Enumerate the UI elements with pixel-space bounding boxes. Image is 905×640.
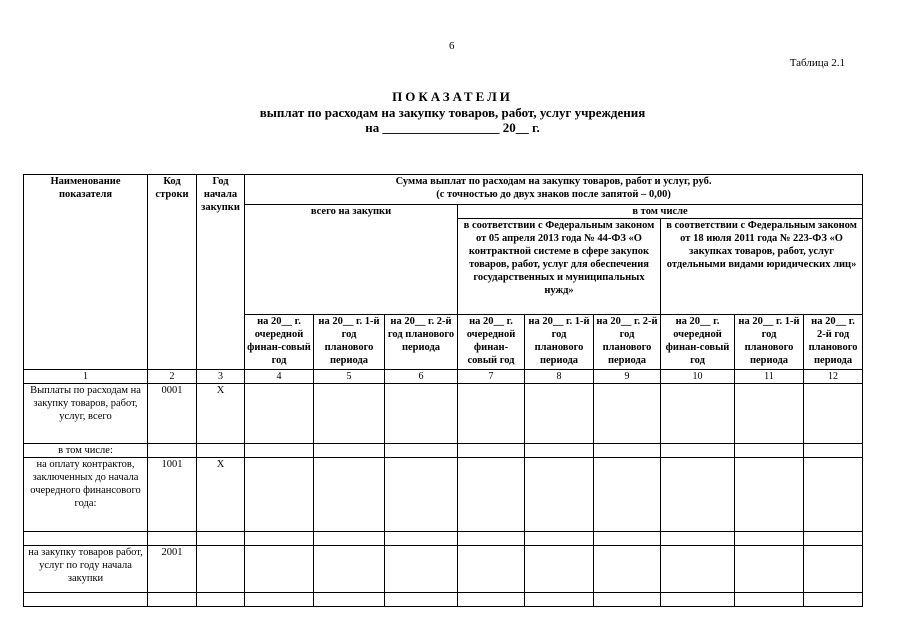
header-law-44: в соответствии с Федеральным законом от 05 апреля 2013 года № 44-ФЗ «О контрактной системе в сфере закупок товаров, работ, услуг для обеспечения государственных и муниципальных нужд»	[458, 219, 661, 315]
value-cell[interactable]	[735, 384, 804, 444]
value-cell[interactable]	[525, 593, 594, 607]
value-cell[interactable]	[385, 444, 458, 458]
value-cell[interactable]	[458, 384, 525, 444]
column-number: 7	[458, 370, 525, 384]
period-second: на 20__ г. 2-й год планового периода	[804, 315, 863, 370]
column-number: 12	[804, 370, 863, 384]
row-name: Выплаты по расходам на закупку товаров, работ, услуг, всего	[24, 384, 148, 444]
value-cell[interactable]	[314, 593, 385, 607]
value-cell[interactable]	[661, 444, 735, 458]
value-cell[interactable]	[594, 532, 661, 546]
title-line-2: выплат по расходам на закупку товаров, работ, услуг учреждения	[259, 105, 646, 120]
period-first: на 20__ г. 1-й год планового периода	[735, 315, 804, 370]
row-code	[148, 593, 197, 607]
header-sum-line2: (с точностью до двух знаков после запятой – 0,00)	[436, 189, 671, 200]
column-number: 6	[385, 370, 458, 384]
row-code	[148, 532, 197, 546]
row-year	[197, 593, 245, 607]
header-sum-line1: Сумма выплат по расходам на закупку товаров, работ и услуг, руб.	[395, 176, 712, 187]
row-code	[148, 444, 197, 458]
value-cell[interactable]	[804, 593, 863, 607]
period-second: на 20__ г. 2-й год планового периода	[594, 315, 661, 370]
value-cell[interactable]	[385, 384, 458, 444]
title-line-3: на __________________ 20__ г.	[365, 120, 540, 135]
value-cell[interactable]	[525, 444, 594, 458]
row-code: 1001	[148, 458, 197, 532]
row-name: на закупку товаров работ, услуг по году начала закупки	[24, 546, 148, 593]
value-cell[interactable]	[804, 444, 863, 458]
value-cell[interactable]	[458, 444, 525, 458]
value-cell[interactable]	[525, 532, 594, 546]
column-number: 5	[314, 370, 385, 384]
table-row	[24, 532, 863, 546]
value-cell[interactable]	[458, 532, 525, 546]
value-cell[interactable]	[804, 546, 863, 593]
value-cell[interactable]	[314, 546, 385, 593]
payments-table	[23, 174, 863, 607]
row-year: X	[197, 458, 245, 532]
value-cell[interactable]	[735, 444, 804, 458]
period-current: на 20__ г. очередной финан-совый год	[245, 315, 314, 370]
value-cell[interactable]	[804, 458, 863, 532]
table-row	[24, 593, 863, 607]
header-code: Код строки	[148, 175, 197, 370]
value-cell[interactable]	[804, 532, 863, 546]
value-cell[interactable]	[661, 458, 735, 532]
value-cell[interactable]	[661, 546, 735, 593]
value-cell[interactable]	[245, 532, 314, 546]
row-year	[197, 546, 245, 593]
value-cell[interactable]	[245, 546, 314, 593]
column-number: 8	[525, 370, 594, 384]
value-cell[interactable]	[314, 444, 385, 458]
header-name: Наименование показателя	[24, 175, 148, 370]
value-cell[interactable]	[525, 546, 594, 593]
period-current: на 20__ г. очередной финан-совый год	[661, 315, 735, 370]
value-cell[interactable]	[661, 532, 735, 546]
value-cell[interactable]	[458, 458, 525, 532]
value-cell[interactable]	[735, 458, 804, 532]
table-row	[24, 384, 863, 444]
title-block	[0, 89, 905, 135]
value-cell[interactable]	[314, 458, 385, 532]
row-name	[24, 532, 148, 546]
row-name: на оплату контрактов, заключенных до начала очередного финансового года:	[24, 458, 148, 532]
row-year	[197, 444, 245, 458]
row-year	[197, 532, 245, 546]
value-cell[interactable]	[594, 458, 661, 532]
row-name: в том числе:	[24, 444, 148, 458]
row-code: 2001	[148, 546, 197, 593]
column-number: 11	[735, 370, 804, 384]
value-cell[interactable]	[385, 458, 458, 532]
value-cell[interactable]	[594, 384, 661, 444]
row-code: 0001	[148, 384, 197, 444]
title-main: ПОКАЗАТЕЛИ	[392, 89, 513, 104]
value-cell[interactable]	[458, 593, 525, 607]
table-row	[24, 546, 863, 593]
column-number: 1	[24, 370, 148, 384]
column-number-row	[24, 370, 863, 384]
column-number: 10	[661, 370, 735, 384]
header-sum	[245, 175, 863, 205]
table-label: Таблица 2.1	[789, 57, 845, 69]
period-current: на 20__ г. очередной финан-совый год	[458, 315, 525, 370]
value-cell[interactable]	[458, 546, 525, 593]
value-cell[interactable]	[525, 384, 594, 444]
row-name	[24, 593, 148, 607]
header-total: всего на закупки	[245, 205, 458, 315]
value-cell[interactable]	[385, 546, 458, 593]
period-second: на 20__ г. 2-й год планового периода	[385, 315, 458, 370]
value-cell[interactable]	[245, 458, 314, 532]
value-cell[interactable]	[385, 593, 458, 607]
value-cell[interactable]	[735, 546, 804, 593]
value-cell[interactable]	[661, 593, 735, 607]
table-row	[24, 458, 863, 532]
value-cell[interactable]	[245, 593, 314, 607]
column-number: 9	[594, 370, 661, 384]
value-cell[interactable]	[385, 532, 458, 546]
page-number: 6	[449, 40, 455, 52]
period-first: на 20__ г. 1-й год планового периода	[314, 315, 385, 370]
value-cell[interactable]	[804, 384, 863, 444]
value-cell[interactable]	[735, 532, 804, 546]
value-cell[interactable]	[735, 593, 804, 607]
value-cell[interactable]	[594, 444, 661, 458]
header-including: в том числе	[458, 205, 863, 219]
value-cell[interactable]	[245, 444, 314, 458]
value-cell[interactable]	[245, 384, 314, 444]
value-cell[interactable]	[525, 458, 594, 532]
value-cell[interactable]	[661, 384, 735, 444]
value-cell[interactable]	[314, 384, 385, 444]
column-number: 2	[148, 370, 197, 384]
header-year: Год начала закупки	[197, 175, 245, 370]
header-law-223: в соответствии с Федеральным законом от 18 июля 2011 года № 223-ФЗ «О закупках товаров, работ, услуг отдельными видами юридических лиц»	[661, 219, 863, 315]
value-cell[interactable]	[594, 593, 661, 607]
value-cell[interactable]	[314, 532, 385, 546]
value-cell[interactable]	[594, 546, 661, 593]
row-year: X	[197, 384, 245, 444]
column-number: 3	[197, 370, 245, 384]
table-row	[24, 444, 863, 458]
period-first: на 20__ г. 1-й год планового периода	[525, 315, 594, 370]
column-number: 4	[245, 370, 314, 384]
